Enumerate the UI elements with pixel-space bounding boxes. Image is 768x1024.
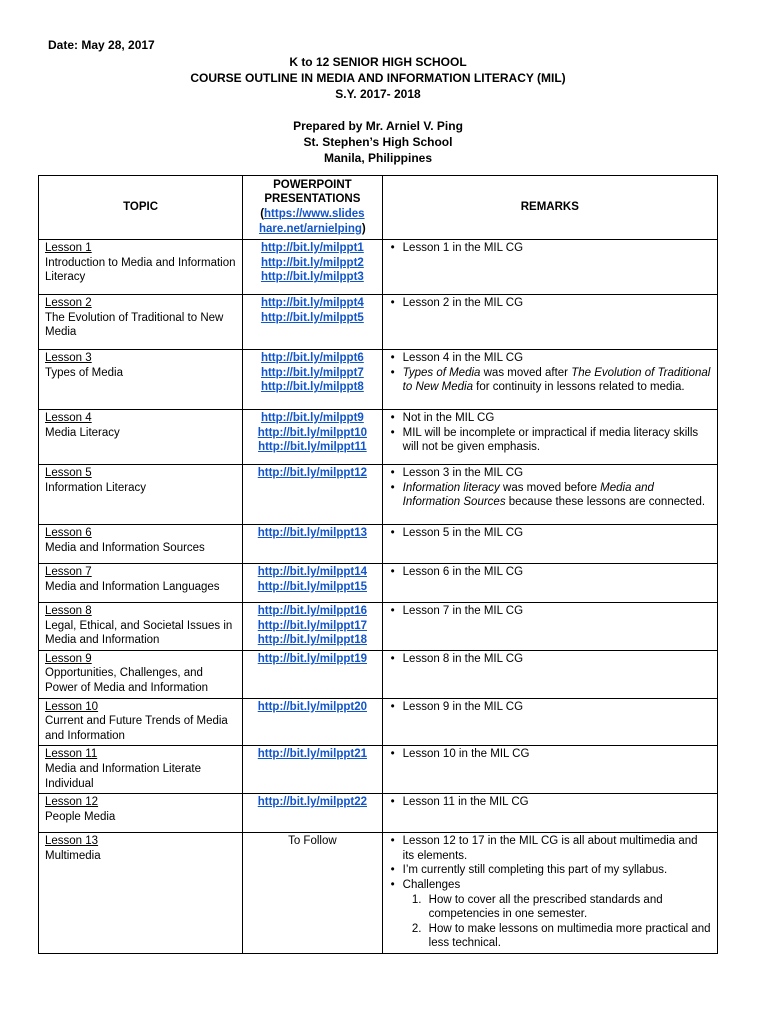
slideshare-link[interactable]: https://www.slides hare.net/arnielping bbox=[259, 208, 365, 235]
remark-fragment: because these lessons are connected. bbox=[505, 496, 706, 509]
lesson-number: Lesson 7 bbox=[45, 566, 92, 578]
header-topic: TOPIC bbox=[39, 176, 243, 240]
lesson-topic: Introduction to Media and Information Literacy bbox=[45, 256, 236, 284]
remarks-cell bbox=[382, 603, 717, 651]
powerpoint-link[interactable]: http://bit.ly/milppt9 bbox=[260, 412, 364, 424]
header-line-1: K to 12 SENIOR HIGH SCHOOL bbox=[289, 55, 467, 69]
lesson-topic: Current and Future Trends of Media and Information bbox=[45, 715, 228, 742]
powerpoint-cell bbox=[243, 240, 383, 295]
prepared-by: Prepared by Mr. Arniel V. Ping bbox=[293, 119, 463, 133]
lesson-number: Lesson 12 bbox=[45, 796, 99, 809]
lesson-topic: Media Literacy bbox=[45, 426, 120, 439]
remark-item: • Lesson 2 in the MIL CG bbox=[403, 296, 711, 311]
remarks-cell bbox=[382, 525, 717, 564]
table-header-row bbox=[39, 176, 718, 240]
lesson-topic: People Media bbox=[45, 810, 116, 823]
powerpoint-link[interactable]: http://bit.ly/milppt18 bbox=[257, 634, 367, 647]
remark-item bbox=[403, 366, 711, 395]
powerpoint-link[interactable]: http://bit.ly/milppt7 bbox=[260, 366, 364, 379]
lesson-number: Lesson 3 bbox=[45, 352, 92, 364]
remarks-list bbox=[389, 466, 711, 510]
powerpoint-link[interactable]: http://bit.ly/milppt17 bbox=[257, 619, 367, 632]
powerpoint-link[interactable]: http://bit.ly/milppt10 bbox=[257, 426, 367, 439]
remarks-list bbox=[389, 747, 711, 762]
table-row bbox=[39, 603, 718, 651]
remark-item: • Lesson 7 in the MIL CG bbox=[403, 604, 711, 619]
remark-item: • Lesson 11 in the MIL CG bbox=[403, 795, 711, 810]
table-row bbox=[39, 833, 718, 954]
remark-item: • Lesson 12 to 17 in the MIL CG is all about multimedia and its elements. bbox=[403, 834, 711, 863]
sub-remark-item: 2. How to make lessons on multimedia more practical and less technical. bbox=[425, 922, 711, 951]
document-header bbox=[38, 54, 718, 166]
lesson-number: Lesson 6 bbox=[45, 527, 92, 539]
lesson-number: Lesson 10 bbox=[45, 700, 99, 713]
powerpoint-cell bbox=[243, 833, 383, 954]
table-row bbox=[39, 746, 718, 794]
remark-item: • Lesson 8 in the MIL CG bbox=[403, 652, 711, 667]
powerpoint-link[interactable]: http://bit.ly/milppt21 bbox=[257, 748, 367, 761]
remark-item: • Lesson 5 in the MIL CG bbox=[403, 526, 711, 541]
table-row bbox=[39, 564, 718, 603]
powerpoint-link[interactable]: http://bit.ly/milppt2 bbox=[260, 256, 364, 269]
lesson-topic: Multimedia bbox=[45, 849, 101, 862]
sub-remarks-list bbox=[403, 893, 711, 951]
header-ppt-url: (https://www.slides hare.net/arnielping) bbox=[259, 208, 366, 235]
remark-fragment: was moved before bbox=[499, 481, 601, 494]
lesson-topic: Media and Information Literate Individual bbox=[45, 762, 201, 790]
topic-cell bbox=[39, 746, 243, 794]
remark-fragment: Types of Media bbox=[402, 366, 481, 379]
remarks-list bbox=[389, 652, 711, 667]
topic-cell bbox=[39, 350, 243, 410]
remark-item bbox=[403, 481, 711, 510]
table-row bbox=[39, 650, 718, 698]
header-powerpoint bbox=[243, 176, 383, 240]
remarks-cell bbox=[382, 650, 717, 698]
remark-fragment: Media and Information Sources bbox=[402, 481, 654, 509]
topic-cell bbox=[39, 564, 243, 603]
powerpoint-cell bbox=[243, 295, 383, 350]
lesson-topic: Media and Information Sources bbox=[45, 541, 205, 554]
powerpoint-link[interactable]: http://bit.ly/milppt19 bbox=[257, 652, 367, 665]
school-location: Manila, Philippines bbox=[323, 151, 433, 165]
table-row bbox=[39, 240, 718, 295]
remark-item: • Lesson 10 in the MIL CG bbox=[403, 747, 711, 762]
powerpoint-link[interactable]: http://bit.ly/milppt6 bbox=[260, 352, 364, 364]
powerpoint-cell bbox=[243, 794, 383, 833]
powerpoint-cell bbox=[243, 698, 383, 746]
lesson-number: Lesson 13 bbox=[45, 835, 99, 848]
remarks-cell bbox=[382, 240, 717, 295]
remark-item: • Lesson 1 in the MIL CG bbox=[403, 241, 711, 256]
remark-item: • Lesson 9 in the MIL CG bbox=[403, 700, 711, 715]
powerpoint-link[interactable]: http://bit.ly/milppt20 bbox=[257, 700, 367, 713]
topic-cell bbox=[39, 833, 243, 954]
lesson-number: Lesson 5 bbox=[45, 467, 92, 479]
remarks-cell bbox=[382, 794, 717, 833]
table-row bbox=[39, 525, 718, 564]
remark-item: • Lesson 6 in the MIL CG bbox=[403, 565, 711, 580]
remarks-list bbox=[389, 241, 711, 256]
remarks-list bbox=[389, 834, 711, 951]
sub-remark-item: 1. How to cover all the prescribed standards and competencies in one semester. bbox=[425, 893, 711, 922]
remarks-cell bbox=[382, 350, 717, 410]
powerpoint-link[interactable]: http://bit.ly/milppt16 bbox=[257, 605, 367, 617]
lesson-topic: Media and Information Languages bbox=[45, 580, 220, 593]
lesson-number: Lesson 2 bbox=[45, 297, 92, 309]
topic-cell bbox=[39, 465, 243, 525]
table-row bbox=[39, 698, 718, 746]
document-date: Date: May 28, 2017 bbox=[48, 38, 155, 52]
powerpoint-cell bbox=[243, 465, 383, 525]
table-row bbox=[39, 295, 718, 350]
course-outline-table bbox=[38, 175, 718, 954]
lesson-number: Lesson 8 bbox=[45, 605, 92, 617]
powerpoint-link[interactable]: http://bit.ly/milppt3 bbox=[260, 271, 364, 284]
lesson-number: Lesson 11 bbox=[45, 748, 98, 761]
remarks-cell bbox=[382, 465, 717, 525]
powerpoint-cell bbox=[243, 525, 383, 564]
remark-item: • Lesson 3 in the MIL CG bbox=[403, 466, 711, 481]
powerpoint-cell bbox=[243, 410, 383, 465]
remarks-list bbox=[389, 411, 711, 455]
powerpoint-link[interactable]: http://bit.ly/milppt11 bbox=[258, 441, 367, 454]
lesson-topic: Information Literacy bbox=[45, 481, 146, 494]
remark-fragment: Information literacy bbox=[402, 481, 500, 494]
lesson-topic: The Evolution of Traditional to New Media bbox=[45, 311, 224, 339]
powerpoint-link[interactable]: http://bit.ly/milppt12 bbox=[257, 467, 367, 479]
remark-item: • MIL will be incomplete or impractical if media literacy skills will not be given emphasis. bbox=[403, 426, 711, 455]
lesson-number: Lesson 1 bbox=[45, 242, 92, 254]
powerpoint-link[interactable]: http://bit.ly/milppt15 bbox=[257, 580, 367, 593]
powerpoint-cell bbox=[243, 564, 383, 603]
topic-cell bbox=[39, 794, 243, 833]
lesson-number: Lesson 9 bbox=[45, 652, 92, 665]
document-page bbox=[38, 38, 718, 954]
topic-cell bbox=[39, 295, 243, 350]
header-ppt-line1: POWERPOINT bbox=[273, 178, 352, 191]
remarks-list bbox=[389, 526, 711, 541]
table-row bbox=[39, 794, 718, 833]
topic-cell bbox=[39, 650, 243, 698]
table-row bbox=[39, 465, 718, 525]
header-remarks: REMARKS bbox=[382, 176, 717, 240]
lesson-topic: Opportunities, Challenges, and Power of Media and Information bbox=[45, 667, 209, 694]
remarks-cell bbox=[382, 295, 717, 350]
remarks-cell bbox=[382, 833, 717, 954]
topic-cell bbox=[39, 410, 243, 465]
remarks-list bbox=[389, 351, 711, 395]
remarks-cell bbox=[382, 564, 717, 603]
powerpoint-link[interactable]: http://bit.ly/milppt1 bbox=[260, 242, 364, 254]
powerpoint-cell bbox=[243, 650, 383, 698]
sub-remarks-wrapper bbox=[403, 893, 711, 951]
powerpoint-link[interactable]: http://bit.ly/milppt14 bbox=[257, 566, 367, 578]
remark-fragment: was moved after bbox=[480, 366, 572, 379]
lesson-number: Lesson 4 bbox=[45, 412, 92, 424]
remark-fragment: for continuity in lessons related to media. bbox=[472, 381, 685, 394]
remarks-list bbox=[389, 565, 711, 580]
remarks-list bbox=[389, 700, 711, 715]
topic-cell bbox=[39, 525, 243, 564]
header-ppt-line2: PRESENTATIONS bbox=[264, 193, 361, 206]
powerpoint-cell bbox=[243, 746, 383, 794]
remarks-list bbox=[389, 795, 711, 810]
remarks-cell bbox=[382, 746, 717, 794]
powerpoint-link[interactable]: http://bit.ly/milppt4 bbox=[260, 297, 364, 309]
powerpoint-link[interactable]: http://bit.ly/milppt5 bbox=[260, 311, 364, 324]
powerpoint-link[interactable]: http://bit.ly/milppt8 bbox=[260, 381, 364, 394]
powerpoint-cell bbox=[243, 603, 383, 651]
remarks-list bbox=[389, 604, 711, 619]
powerpoint-link[interactable]: http://bit.ly/milppt13 bbox=[257, 527, 367, 539]
remark-fragment: The Evolution of Traditional to New Media bbox=[402, 366, 711, 394]
powerpoint-link[interactable]: http://bit.ly/milppt22 bbox=[257, 796, 367, 809]
remark-item: • Lesson 4 in the MIL CG bbox=[403, 351, 711, 366]
remarks-cell bbox=[382, 698, 717, 746]
header-line-3: S.Y. 2017- 2018 bbox=[335, 87, 421, 101]
remarks-list bbox=[389, 296, 711, 311]
school-name: St. Stephen’s High School bbox=[303, 135, 453, 149]
lesson-topic: Legal, Ethical, and Societal Issues in Media and Information bbox=[45, 619, 233, 647]
table-row bbox=[39, 350, 718, 410]
remark-item: • I’m currently still completing this part of my syllabus. bbox=[403, 863, 711, 878]
table-row bbox=[39, 410, 718, 465]
remarks-cell bbox=[382, 410, 717, 465]
remark-item: • Not in the MIL CG bbox=[403, 411, 711, 426]
powerpoint-cell bbox=[243, 350, 383, 410]
header-line-2: COURSE OUTLINE IN MEDIA AND INFORMATION LITERACY (MIL) bbox=[190, 71, 566, 85]
lesson-topic: Types of Media bbox=[45, 366, 123, 379]
topic-cell bbox=[39, 603, 243, 651]
to-follow-text: To Follow bbox=[288, 835, 337, 848]
topic-cell bbox=[39, 698, 243, 746]
topic-cell bbox=[39, 240, 243, 295]
remark-item: • Challenges bbox=[403, 878, 711, 893]
